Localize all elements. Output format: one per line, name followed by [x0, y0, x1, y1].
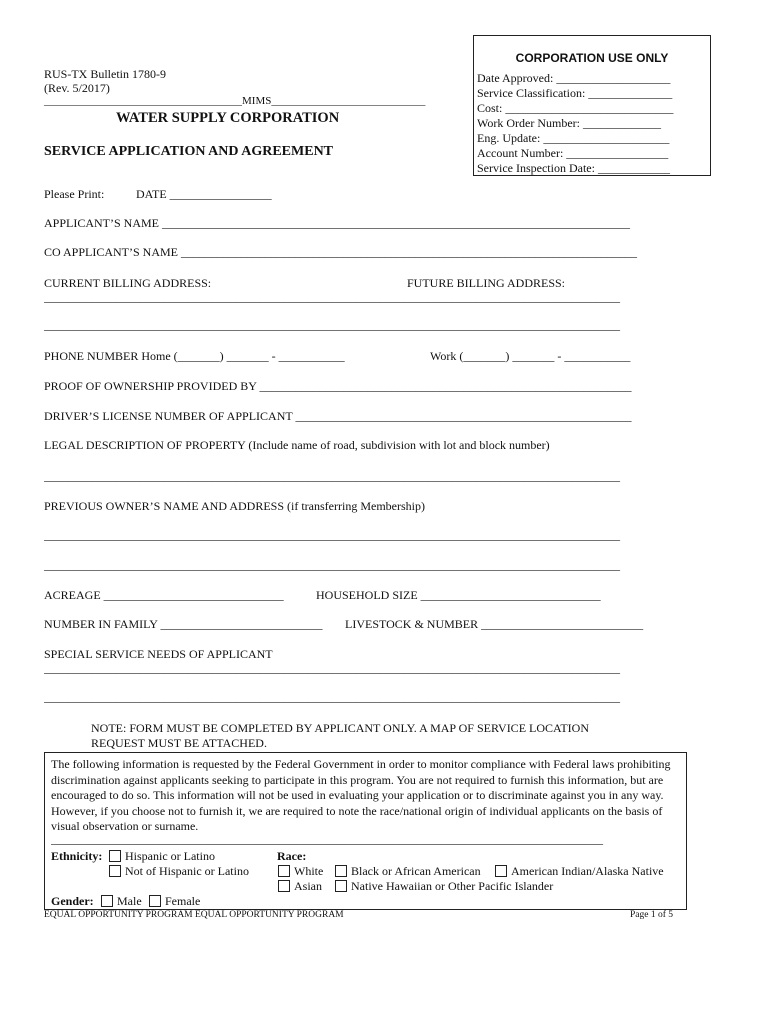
male-label: Male	[117, 894, 142, 908]
bulletin-number: RUS-TX Bulletin 1780-9	[44, 67, 166, 81]
eo-disclaimer-paragraph: The following information is requested by the Federal Government in order to monitor compliance with Federal laws prohibiting discrimination against applicants seeking to participate in this program. You are not required to furnish this information, but are encouraged to do so. This information will not be used in evaluating your application or to discriminate against you in any way. However, if you choose not to furnish it, we are required to note the race/national origin of individual applicants on the basis of visual observation or surname.	[51, 757, 671, 834]
legal-description-line[interactable]: ________________________________________________________________________________________________	[44, 469, 620, 483]
ethnicity-label: Ethnicity:	[51, 849, 103, 863]
footer-program-text: EQUAL OPPORTUNITY PROGRAM EQUAL OPPORTUNITY PROGRAM	[44, 910, 344, 920]
service-inspection-date-field[interactable]: Service Inspection Date: ____________	[477, 161, 670, 175]
org-title: WATER SUPPLY CORPORATION	[116, 110, 340, 126]
acreage-field[interactable]: ACREAGE ______________________________	[44, 588, 284, 602]
note-line-2: REQUEST MUST BE ATTACHED.	[91, 736, 267, 750]
eng-update-field[interactable]: Eng. Update: _____________________	[477, 131, 670, 145]
female-label: Female	[165, 894, 201, 908]
work-order-number-field[interactable]: Work Order Number: _____________	[477, 116, 662, 130]
white-label: White	[294, 864, 324, 878]
hispanic-label: Hispanic or Latino	[125, 849, 215, 863]
race-label: Race:	[277, 849, 307, 863]
previous-owner-label: PREVIOUS OWNER’S NAME AND ADDRESS (if transferring Membership)	[44, 499, 425, 513]
american-indian-label: American Indian/Alaska Native	[511, 864, 664, 878]
male-checkbox[interactable]	[101, 895, 113, 907]
please-print-label: Please Print:	[44, 187, 105, 201]
service-classification-field[interactable]: Service Classification: ______________	[477, 86, 673, 100]
special-needs-line-2[interactable]: ________________________________________________________________________________________________	[44, 690, 620, 704]
applicant-name-field[interactable]: APPLICANT’S NAME ______________________________________________________________________________	[44, 216, 631, 230]
mims-line: ____________________________________MIMS____________________________	[44, 95, 426, 107]
asian-label: Asian	[294, 879, 322, 893]
equal-opportunity-box	[44, 752, 687, 910]
household-size-field[interactable]: HOUSEHOLD SIZE ______________________________	[316, 588, 601, 602]
eo-rule: ____________________________________________________________________________________________	[51, 832, 603, 846]
phone-home-field[interactable]: PHONE NUMBER Home (_______) _______ - ___________	[44, 349, 345, 363]
cost-field[interactable]: Cost: ____________________________	[477, 101, 674, 115]
special-needs-line-1[interactable]: ________________________________________________________________________________________________	[44, 661, 620, 675]
legal-description-label: LEGAL DESCRIPTION OF PROPERTY (Include name of road, subdivision with lot and block number)	[44, 438, 550, 452]
proof-of-ownership-field[interactable]: PROOF OF OWNERSHIP PROVIDED BY ______________________________________________________________	[44, 379, 632, 393]
livestock-number-field[interactable]: LIVESTOCK & NUMBER ___________________________	[345, 617, 644, 631]
white-checkbox[interactable]	[278, 865, 290, 877]
page-number: Page 1 of 5	[630, 910, 674, 920]
hispanic-checkbox[interactable]	[109, 850, 121, 862]
american-indian-checkbox[interactable]	[495, 865, 507, 877]
revision-date: (Rev. 5/2017)	[44, 81, 110, 95]
drivers-license-field[interactable]: DRIVER’S LICENSE NUMBER OF APPLICANT ________________________________________________________	[44, 409, 632, 423]
previous-owner-line-2[interactable]: ________________________________________________________________________________________________	[44, 558, 620, 572]
black-label: Black or African American	[351, 864, 481, 878]
future-billing-address-label: FUTURE BILLING ADDRESS:	[407, 276, 566, 290]
date-field[interactable]: DATE _________________	[136, 187, 272, 201]
corporation-use-heading: CORPORATION USE ONLY	[515, 51, 669, 65]
special-service-needs-label: SPECIAL SERVICE NEEDS OF APPLICANT	[44, 647, 273, 661]
not-hispanic-label: Not of Hispanic or Latino	[125, 864, 249, 878]
hawaiian-label: Native Hawaiian or Other Pacific Islander	[351, 879, 554, 893]
hawaiian-checkbox[interactable]	[335, 880, 347, 892]
note-line-1: NOTE: FORM MUST BE COMPLETED BY APPLICANT ONLY. A MAP OF SERVICE LOCATION	[91, 721, 590, 735]
corporation-use-box	[473, 35, 711, 176]
not-hispanic-checkbox[interactable]	[109, 865, 121, 877]
number-in-family-field[interactable]: NUMBER IN FAMILY ___________________________	[44, 617, 323, 631]
date-approved-field[interactable]: Date Approved: ___________________	[477, 71, 671, 85]
asian-checkbox[interactable]	[278, 880, 290, 892]
account-number-field[interactable]: Account Number: _________________	[477, 146, 669, 160]
black-checkbox[interactable]	[335, 865, 347, 877]
phone-work-field[interactable]: Work (_______) _______ - ___________	[430, 349, 631, 363]
previous-owner-line-1[interactable]: ________________________________________________________________________________________________	[44, 528, 620, 542]
doc-title: SERVICE APPLICATION AND AGREEMENT	[44, 144, 334, 159]
billing-address-line-2[interactable]: ________________________________________________________________________________________________	[44, 318, 620, 332]
billing-address-line-1[interactable]: ________________________________________________________________________________________________	[44, 290, 620, 304]
gender-label: Gender:	[51, 894, 94, 908]
current-billing-address-label: CURRENT BILLING ADDRESS:	[44, 276, 212, 290]
co-applicant-name-field[interactable]: CO APPLICANT’S NAME ____________________________________________________________________________	[44, 245, 638, 259]
female-checkbox[interactable]	[149, 895, 161, 907]
